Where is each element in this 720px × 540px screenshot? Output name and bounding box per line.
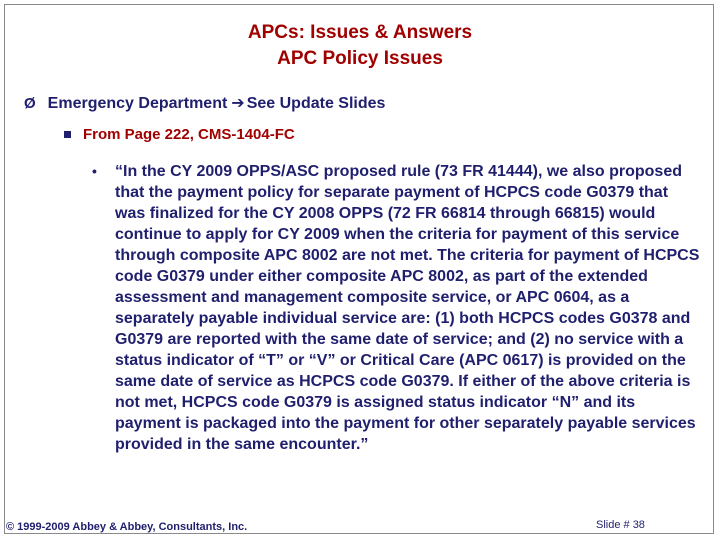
title-line-1: APCs: Issues & Answers	[247, 22, 473, 43]
dot-bullet-icon: •	[92, 163, 97, 179]
bullet-source-reference	[64, 126, 295, 143]
bullet-text	[48, 93, 386, 113]
title-line-2: APC Policy Issues	[277, 48, 443, 69]
footer-slide-number: Slide # 38	[596, 519, 645, 531]
bullet-text: From Page 222, CMS-1404-FC	[83, 126, 295, 143]
bullet-text-after: See Update Slides	[246, 95, 386, 112]
arrow-bullet-icon: Ø	[24, 94, 36, 112]
slide-title	[0, 20, 720, 72]
square-bullet-icon	[64, 131, 71, 138]
quotation-text: “In the CY 2009 OPPS/ASC proposed rule (73 FR 41444), we also proposed that the payment policy for separate payment of HCPCS code G0379 that was finalized for the CY 2008 OPPS (72 FR 66814 through 66815) would continue to apply for CY 2009 when the criteria for payment of this service through composite APC 8002 are not met. The criteria for payment of HCPCS code G0379 under either composite APC 8002, as part of the extended assessment and management composite service, or APC 0604, as a separately payable individual service are: (1) both HCPCS codes G0378 and G0379 are reported with the same date of service; and (2) no service with a status indicator of “T” or “V” or Critical Care (APC 0617) is provided on the same date of service as HCPCS code G0379. If either of the above criteria is not met, HCPCS code G0379 is assigned status indicator “N” and its payment is packaged into the payment for other separately payable services provided in the same encounter.”	[115, 163, 700, 453]
bullet-emergency-department	[24, 93, 385, 113]
bullet-quotation	[92, 161, 702, 455]
footer-copyright: © 1999-2009 Abbey & Abbey, Consultants, Inc.	[6, 521, 248, 533]
right-arrow-icon: ➔	[231, 95, 245, 112]
bullet-text-before: Emergency Department	[47, 95, 228, 112]
